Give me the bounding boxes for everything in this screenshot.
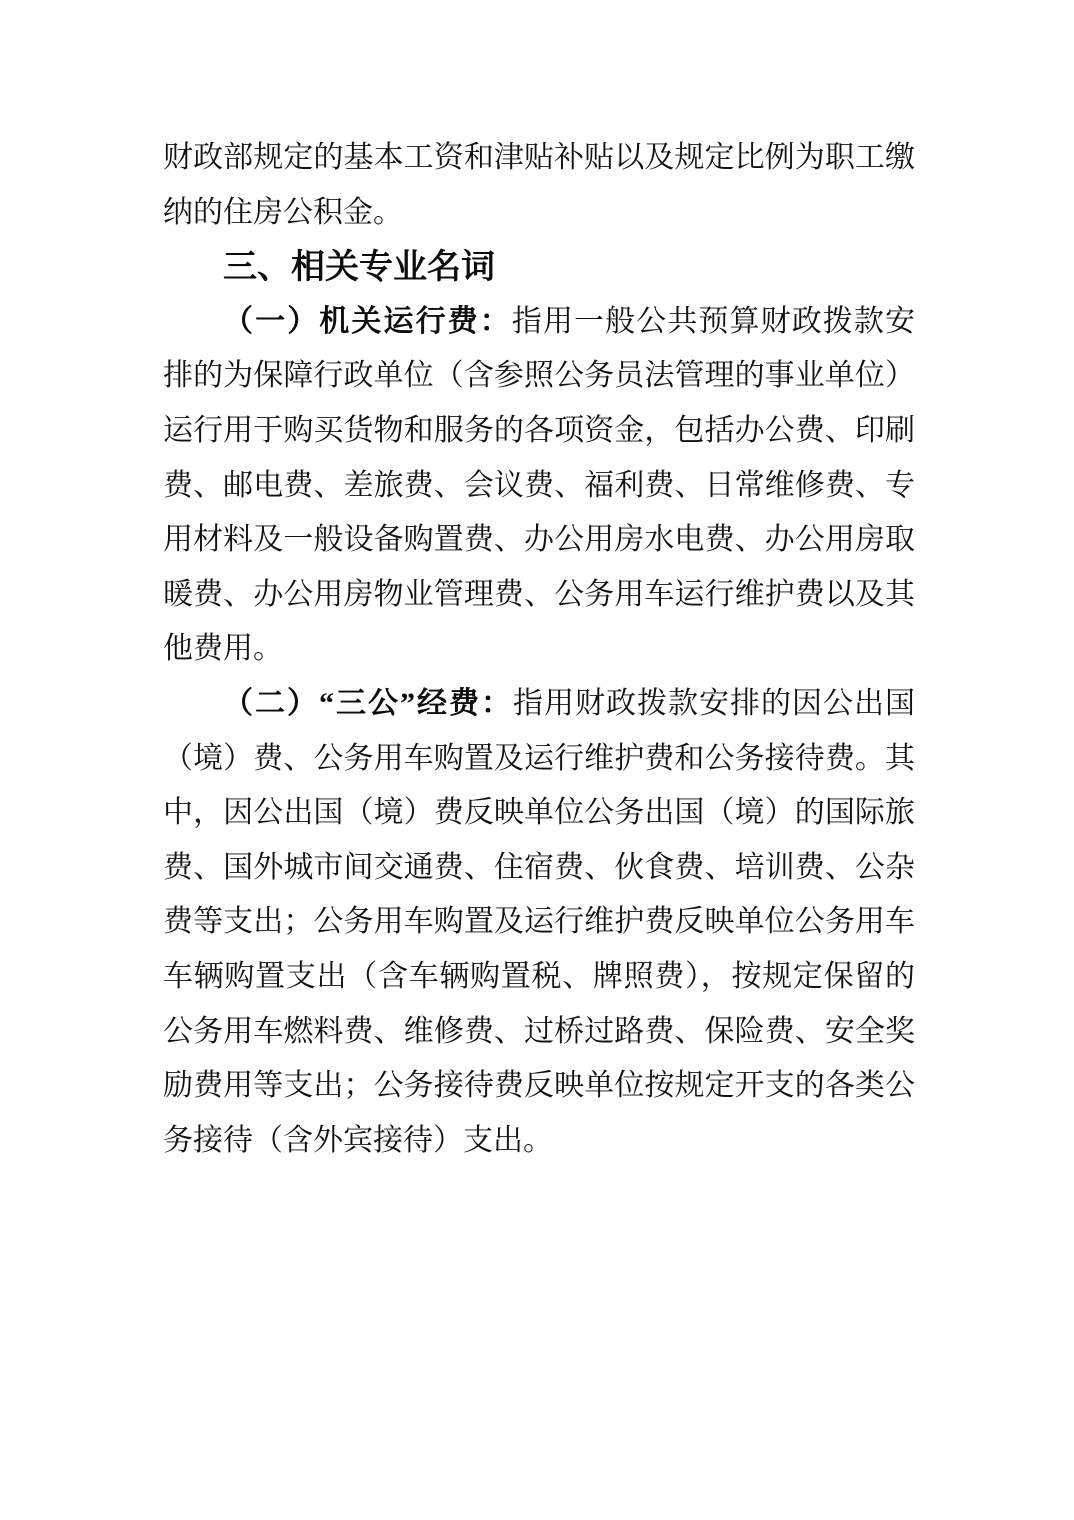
term-text-jiguan-yunxingfei: 指用一般公共预算财政拨款安排的为保障行政单位（含参照公务员法管理的事业单位）运行用于购买货物和服务的各项资金，包括办公费、印刷费、邮电费、差旅费、会议费、福利费、日常维修费、专用材料及一般设备购置费、办公用房水电费、办公用房取暖费、办公用房物业管理费、公务用车运行维护费以及其他费用。: [163, 304, 916, 666]
term-definition-sangong-jingfei: [163, 677, 915, 1168]
term-text-sangong-jingfei: 指用财政拨款安排的因公出国（境）费、公务用车购置及运行维护费和公务接待费。其中，因公出国（境）费反映单位公务出国（境）的国际旅费、国外城市间交通费、住宿费、伙食费、培训费、公杂费等支出；公务用车购置及运行维护费反映单位公务用车车辆购置支出（含车辆购置税、牌照费），按规定保留的公务用车燃料费、维修费、过桥过路费、保险费、安全奖励费用等支出；公务接待费反映单位按规定开支的各类公务接待（含外宾接待）支出。: [163, 686, 915, 1157]
term-lead-sangong-jingfei: （二）“三公”经费：: [223, 686, 513, 720]
term-definition-jiguan-yunxingfei: [163, 295, 915, 677]
intro-paragraph: 财政部规定的基本工资和津贴补贴以及规定比例为职工缴纳的住房公积金。: [163, 141, 915, 229]
section-heading: 三、相关专业名词: [223, 248, 495, 287]
term-lead-jiguan-yunxingfei: （一）机关运行费：: [223, 304, 512, 338]
